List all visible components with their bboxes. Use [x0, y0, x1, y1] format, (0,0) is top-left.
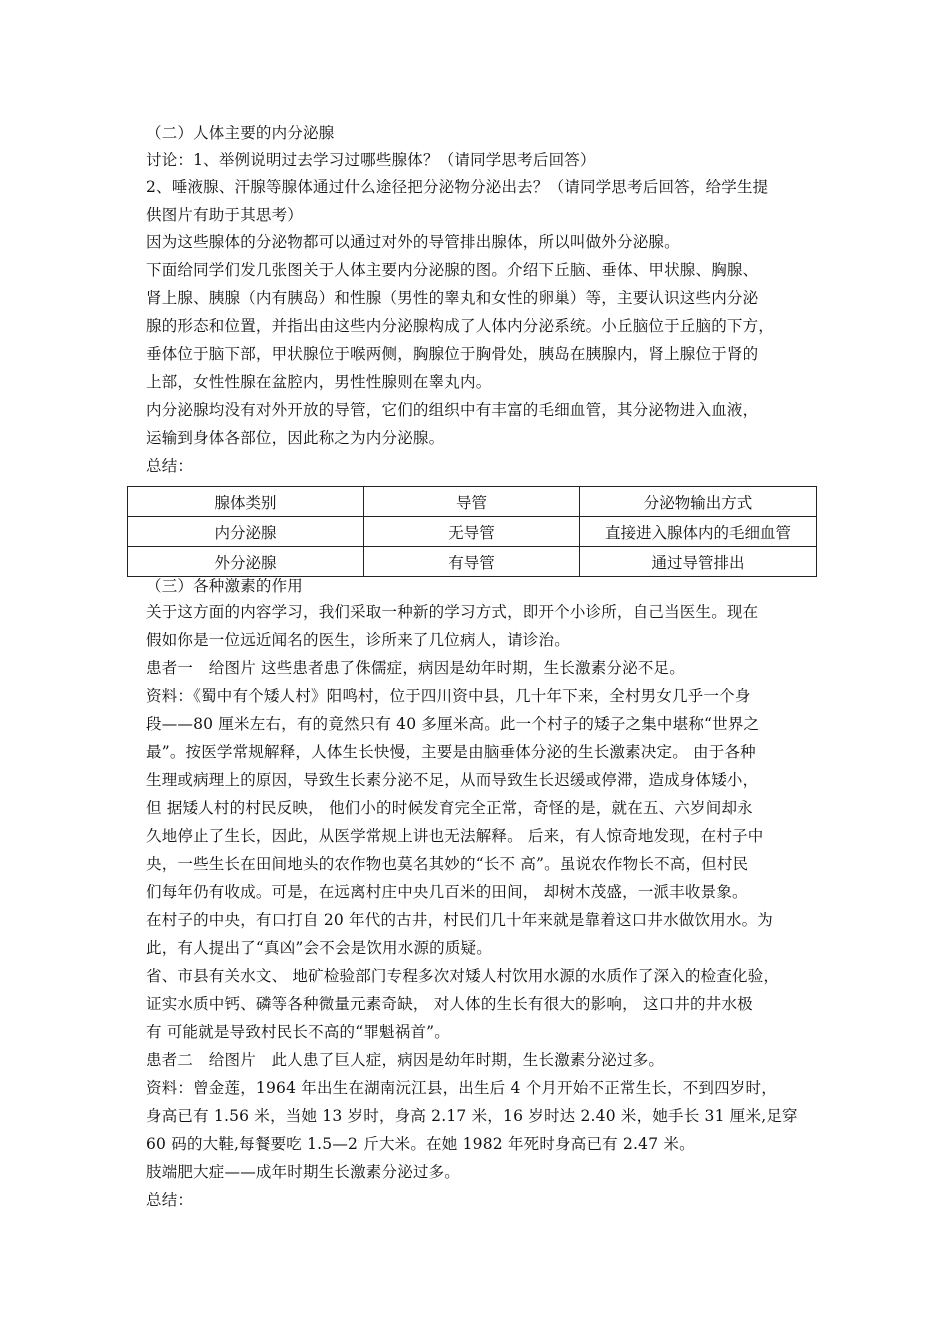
text-line: 在村子的中央，有口打自 20 年代的古井，村民们几十年来就是靠着这口井水做饮用水。为 [146, 911, 773, 929]
text-line: 有 可能就是导致村民长不高的“罪魁祸首”。 [146, 1023, 450, 1041]
table-header-cell: 腺体类别 [128, 487, 364, 517]
table-header-cell: 分泌物输出方式 [580, 487, 817, 517]
text-line: 供图片有助于其思考） [146, 206, 304, 224]
text-line: 段——80 厘米左右，有的竟然只有 40 多厘米高。此一个村子的矮子之集中堪称“世界之 [146, 715, 760, 733]
table-cell: 直接进入腺体内的毛细血管 [580, 517, 817, 547]
table-row [128, 517, 817, 547]
text-line: 60 码的大鞋,每餐要吃 1.5—2 斤大米。在她 1982 年死时身高已有 2.47 米。 [146, 1135, 695, 1153]
text-line: 假如你是一位远近闻名的医生，诊所来了几位病人，请诊治。 [146, 631, 570, 649]
text-line: 们每年仍有收成。可是，在远离村庄中央几百米的田间， 却树木茂盛，一派丰收景象。 [146, 883, 748, 901]
text-line: 最”。按医学常规解释，人体生长快慢，主要是由脑垂体分泌的生长激素决定。 由于各种 [146, 743, 756, 761]
text-line: 2、唾液腺、汗腺等腺体通过什么途径把分泌物分泌出去？（请同学思考后回答，给学生提 [146, 178, 769, 196]
text-line: 腺的形态和位置，并指出由这些内分泌腺构成了人体内分泌系统。小丘脑位于丘脑的下方， [146, 317, 775, 335]
table-cell: 无导管 [364, 517, 580, 547]
table-cell: 内分泌腺 [128, 517, 364, 547]
summary-table [127, 486, 817, 577]
text-line: 上部，女性性腺在盆腔内，男性性腺则在睾丸内。 [146, 373, 492, 391]
section2-heading: （二）人体主要的内分泌腺 [146, 124, 335, 142]
text-line: 垂体位于脑下部，甲状腺位于喉两侧，胸腺位于胸骨处，胰岛在胰腺内，肾上腺位于肾的 [146, 345, 759, 363]
text-line: 生理或病理上的原因，导致生长素分泌不足，从而导致生长迟缓或停滞，造成身体矮小， [146, 771, 759, 789]
text-line: 久地停止了生长，因此，从医学常规上讲也无法解释。 后来，有人惊奇地发现，在村子中 [146, 827, 764, 845]
table-row [128, 547, 817, 577]
text-line: 运输到身体各部位，因此称之为内分泌腺。 [146, 429, 445, 447]
table-cell: 通过导管排出 [580, 547, 817, 577]
text-line: 下面给同学们发几张图关于人体主要内分泌腺的图。介绍下丘脑、垂体、甲状腺、胸腺、 [146, 261, 759, 279]
text-line: 患者二 给图片 此人患了巨人症，病因是幼年时期，生长激素分泌过多。 [146, 1051, 665, 1069]
text-line: 患者一 给图片 这些患者患了侏儒症，病因是幼年时期，生长激素分泌不足。 [146, 659, 685, 677]
summary-label: 总结： [146, 457, 194, 475]
table-cell: 外分泌腺 [128, 547, 364, 577]
text-line: 但 据矮人村的村民反映， 他们小的时候发育完全正常，奇怪的是，就在五、六岁间却永 [146, 799, 753, 817]
text-line: 讨论：1、举例说明过去学习过哪些腺体？（请同学思考后回答） [146, 151, 596, 169]
text-line: 身高已有 1.56 米，当她 13 岁时，身高 2.17 米，16 岁时达 2.40 米，她手长 31 厘米,足穿 [146, 1107, 798, 1125]
text-line: 肢端肥大症——成年时期生长激素分泌过多。 [146, 1163, 461, 1181]
text-line: 央，一些生长在田间地头的农作物也莫名其妙的“长不 高”。虽说农作物长不高，但村民 [146, 855, 749, 873]
section3-heading: （三）各种激素的作用 [146, 577, 304, 595]
text-line: 资料：曾金莲，1964 年出生在湖南沅江县，出生后 4 个月开始不正常生长，不到四岁时， [146, 1079, 777, 1097]
table-cell: 有导管 [364, 547, 580, 577]
text-line: 因为这些腺体的分泌物都可以通过对外的导管排出腺体，所以叫做外分泌腺。 [146, 233, 680, 251]
text-line: 此，有人提出了“真凶”会不会是饮用水源的质疑。 [146, 939, 492, 957]
text-line: 证实水质中钙、磷等各种微量元素奇缺， 对人体的生长有很大的影响， 这口井的井水极 [146, 995, 753, 1013]
text-line: 肾上腺、胰腺（内有胰岛）和性腺（男性的睾丸和女性的卵巢）等，主要认识这些内分泌 [146, 289, 759, 307]
text-line: 内分泌腺均没有对外开放的导管，它们的组织中有丰富的毛细血管，其分泌物进入血液， [146, 401, 759, 419]
table-header-cell: 导管 [364, 487, 580, 517]
table-header-row [128, 487, 817, 517]
text-line: 关于这方面的内容学习，我们采取一种新的学习方式，即开个小诊所，自己当医生。现在 [146, 603, 759, 621]
summary-label: 总结： [146, 1191, 194, 1209]
text-line: 省、市县有关水文、 地矿检验部门专程多次对矮人村饮用水源的水质作了深入的检查化验， [146, 967, 780, 985]
text-line: 资料：《蜀中有个矮人村》阳鸣村，位于四川资中县，几十年下来，全村男女几乎一个身 [146, 687, 751, 705]
